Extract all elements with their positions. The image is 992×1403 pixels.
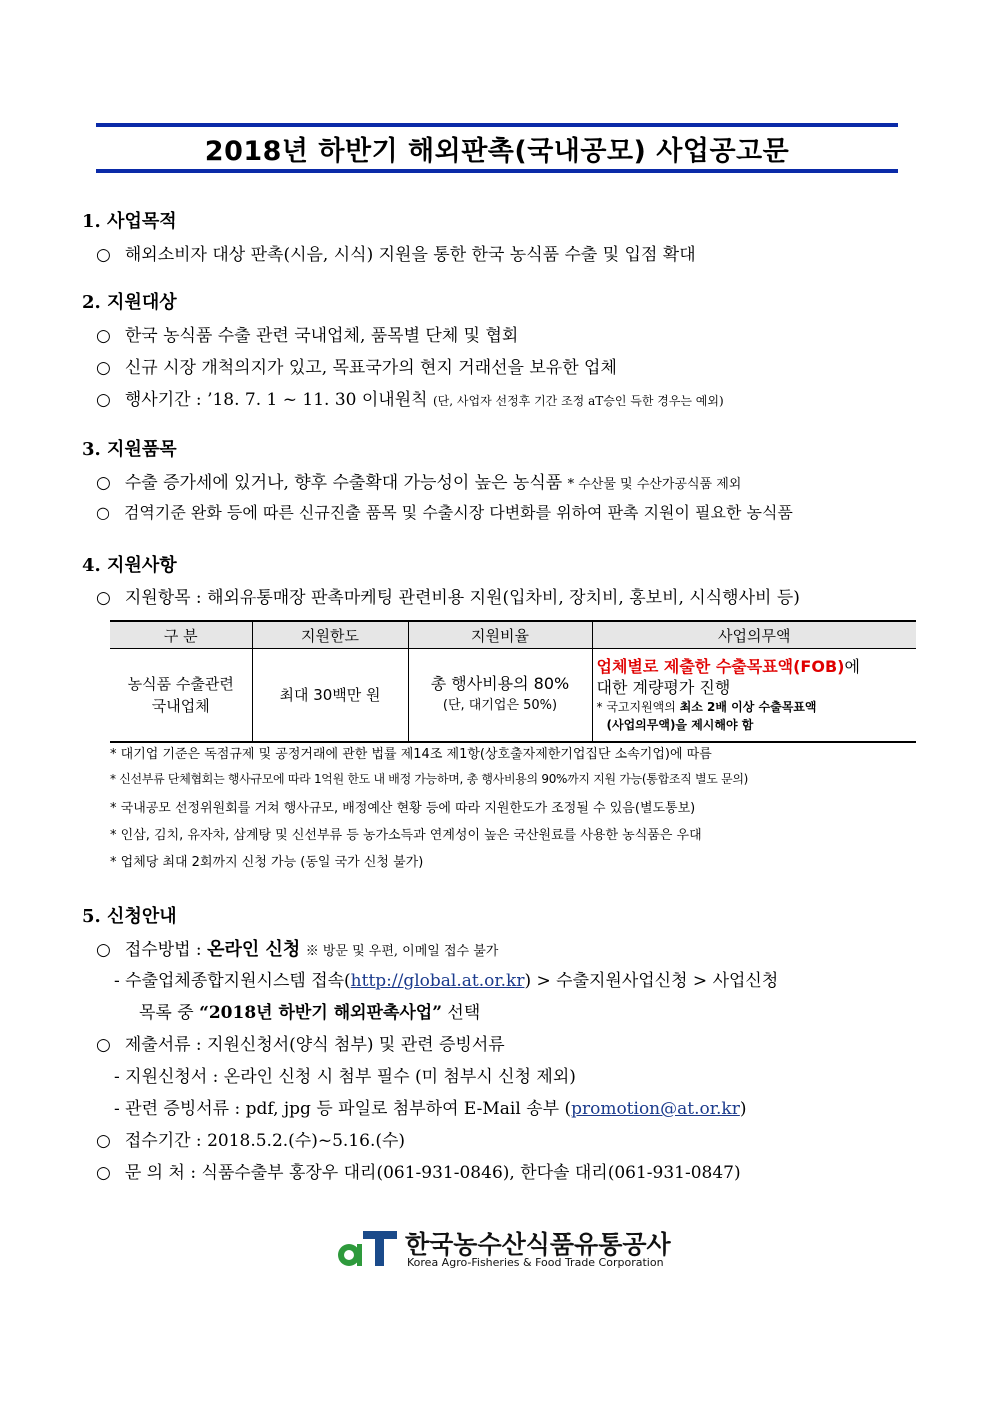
s2-item-1 (96, 321, 518, 346)
docs-sub2-suffix: ) (739, 1099, 747, 1119)
period-note: (단, 사업자 선정후 기간 조정 aT승인 득한 경우는 예외) (432, 394, 724, 408)
s4-item-1 (96, 583, 800, 608)
table-header: 구 분 (110, 621, 252, 649)
docs-text: 제출서류 : 지원신청서(양식 첨부) 및 관련 증빙서류 (124, 1035, 505, 1055)
s3-item-1-text: 수출 증가세에 있거나, 향후 수출확대 가능성이 높은 농식품 (124, 473, 563, 493)
s5-system-line (114, 966, 778, 991)
category-line-1: 농식품 수출관련 (127, 675, 234, 693)
s2-item-2-text: 신규 시장 개척의지가 있고, 목표국가의 현지 거래선을 보유한 업체 (124, 358, 617, 378)
logo-name-en: Korea Agro-Fisheries & Food Trade Corporation (407, 1256, 664, 1269)
s5-contact (96, 1158, 741, 1183)
duty-rest: 에 (844, 657, 860, 676)
bullet: ○ (96, 358, 111, 378)
duty-note (597, 698, 913, 716)
ratio-note: (단, 대기업은 50%) (442, 698, 558, 713)
bullet: ○ (96, 503, 110, 522)
email-link[interactable]: promotion@at.or.kr (571, 1099, 740, 1119)
table-cell-category (110, 649, 252, 743)
s1-item-1-text: 해외소비자 대상 판촉(시음, 시식) 지원을 통한 한국 농식품 수출 및 입점 확대 (124, 245, 696, 265)
section-1-heading: 1. 사업목적 (82, 211, 177, 232)
docs-sub2-prefix: - 관련 증빙서류 : pdf, jpg 등 파일로 첨부하여 E-Mail 송부 ( (114, 1099, 572, 1119)
contact-text: 문 의 처 : 식품수출부 홍장우 대리(061-931-0846), 한다솔 대리(061-931-0847) (124, 1163, 741, 1183)
system-suffix: ) > 수출지원사업신청 > 사업신청 (524, 971, 779, 991)
s2-item-3 (96, 385, 724, 410)
method-value: 온라인 신청 (207, 939, 301, 960)
s4-note-4: * 인삼, 김치, 유자차, 삼계탕 및 신선부류 등 농가소득과 연계성이 높은 국산원료를 사용한 농식품은 우대 (110, 828, 702, 843)
period-text: 접수기간 : 2018.5.2.(수)~5.16.(수) (124, 1131, 406, 1151)
duty-line-1 (597, 656, 913, 677)
s5-docs (96, 1030, 505, 1055)
s3-item-2-text: 검역기준 완화 등에 따른 신규진출 품목 및 수출시장 다변화를 위하여 판촉 지원이 필요한 농식품 (123, 503, 793, 522)
duty-highlight: 업체별로 제출한 수출목표액(FOB) (596, 657, 845, 676)
s2-item-1-text: 한국 농식품 수출 관련 국내업체, 품목별 단체 및 협회 (124, 326, 519, 346)
table-cell-duty (592, 649, 916, 743)
duty-note-prefix: * 국고지원액의 (596, 700, 680, 714)
bullet: ○ (96, 390, 111, 410)
table-header: 지원비율 (408, 621, 592, 649)
bullet: ○ (96, 1131, 111, 1151)
bullet: ○ (96, 473, 111, 493)
at-logo-mark (335, 1225, 399, 1271)
s5-docs-sub2 (114, 1094, 746, 1119)
system-link[interactable]: http://global.at.or.kr (350, 971, 525, 991)
category-line-2: 국내업체 (151, 697, 210, 715)
section-4-heading: 4. 지원사항 (82, 555, 177, 576)
table-header-row (110, 621, 916, 649)
ratio-value: 총 행사비용의 80% (430, 674, 570, 693)
s5-docs-sub1: - 지원신청서 : 온라인 신청 시 첨부 필수 (미 첨부시 신청 제외) (114, 1067, 576, 1087)
method-label: 접수방법 : (124, 940, 208, 960)
s4-note-3: * 국내공모 선정위원회를 거쳐 행사규모, 배정예산 현황 등에 따라 지원한도가 조정될 수 있음(별도통보) (110, 801, 696, 816)
bullet: ○ (96, 1163, 111, 1183)
s2-item-3-text: 행사기간 : ’18. 7. 1 ~ 11. 30 이내원칙 (124, 390, 428, 410)
s4-note-2: * 신선부류 단체협회는 행사규모에 따라 1억원 한도 내 배정 가능하며, 총 행사비용의 90%까지 지원 가능(통합조직 별도 문의) (110, 772, 749, 786)
bullet: ○ (96, 245, 111, 265)
s4-item-1-text: 지원항목 : 해외유통매장 판촉마케팅 관련비용 지원(입차비, 장치비, 홍보비, 시식행사비 등) (124, 588, 800, 608)
table-row (110, 649, 916, 743)
duty-line-2: 대한 계량평가 진행 (596, 678, 731, 697)
table-cell-ratio (408, 649, 592, 743)
at-logo (335, 1225, 671, 1271)
title-box (96, 123, 898, 173)
logo-name-kr: 한국농수산식품유통공사 (405, 1230, 671, 1259)
s5-system-line-2 (139, 998, 480, 1023)
s5-method (96, 935, 498, 961)
system-prefix: - 수출업체종합지원시스템 접속( (114, 971, 351, 991)
duty-note-line-2: (사업의무액)을 제시해야 함 (606, 718, 754, 732)
support-table (110, 620, 916, 743)
bullet: ○ (96, 588, 111, 608)
s3-item-1 (96, 468, 741, 493)
s4-note-5: * 업체당 최대 2회까지 신청 가능 (동일 국가 신청 불가) (110, 855, 424, 870)
table-header: 지원한도 (252, 621, 408, 649)
s2-item-2 (96, 353, 617, 378)
s5-period (96, 1126, 405, 1151)
section-3-heading: 3. 지원품목 (82, 439, 177, 460)
system-line2-bold: “2018년 하반기 해외판촉사업” (199, 1003, 443, 1023)
method-note: ※ 방문 및 우편, 이메일 접수 불가 (305, 944, 499, 959)
bullet: ○ (96, 326, 111, 346)
s4-note-1: * 대기업 기준은 독점규제 및 공정거래에 관한 법률 제14조 제1항(상호출자제한기업집단 소속기업)에 따름 (110, 747, 712, 762)
system-line2-prefix: 목록 중 (139, 1003, 200, 1023)
page-title: 2018년 하반기 해외판촉(국내공모) 사업공고문 (204, 135, 790, 167)
s3-item-2 (96, 500, 793, 523)
system-line2-suffix: 선택 (442, 1003, 481, 1023)
bullet: ○ (96, 1035, 111, 1055)
s3-item-1-note: * 수산물 및 수산가공식품 제외 (567, 477, 742, 492)
s1-item-1 (96, 240, 696, 265)
table-header: 사업의무액 (592, 621, 916, 649)
section-2-heading: 2. 지원대상 (82, 292, 177, 313)
duty-note-bold: 최소 2배 이상 수출목표액 (679, 700, 817, 714)
table-cell-limit: 최대 30백만 원 (252, 649, 408, 743)
section-5-heading: 5. 신청안내 (82, 906, 177, 927)
bullet: ○ (96, 940, 111, 960)
